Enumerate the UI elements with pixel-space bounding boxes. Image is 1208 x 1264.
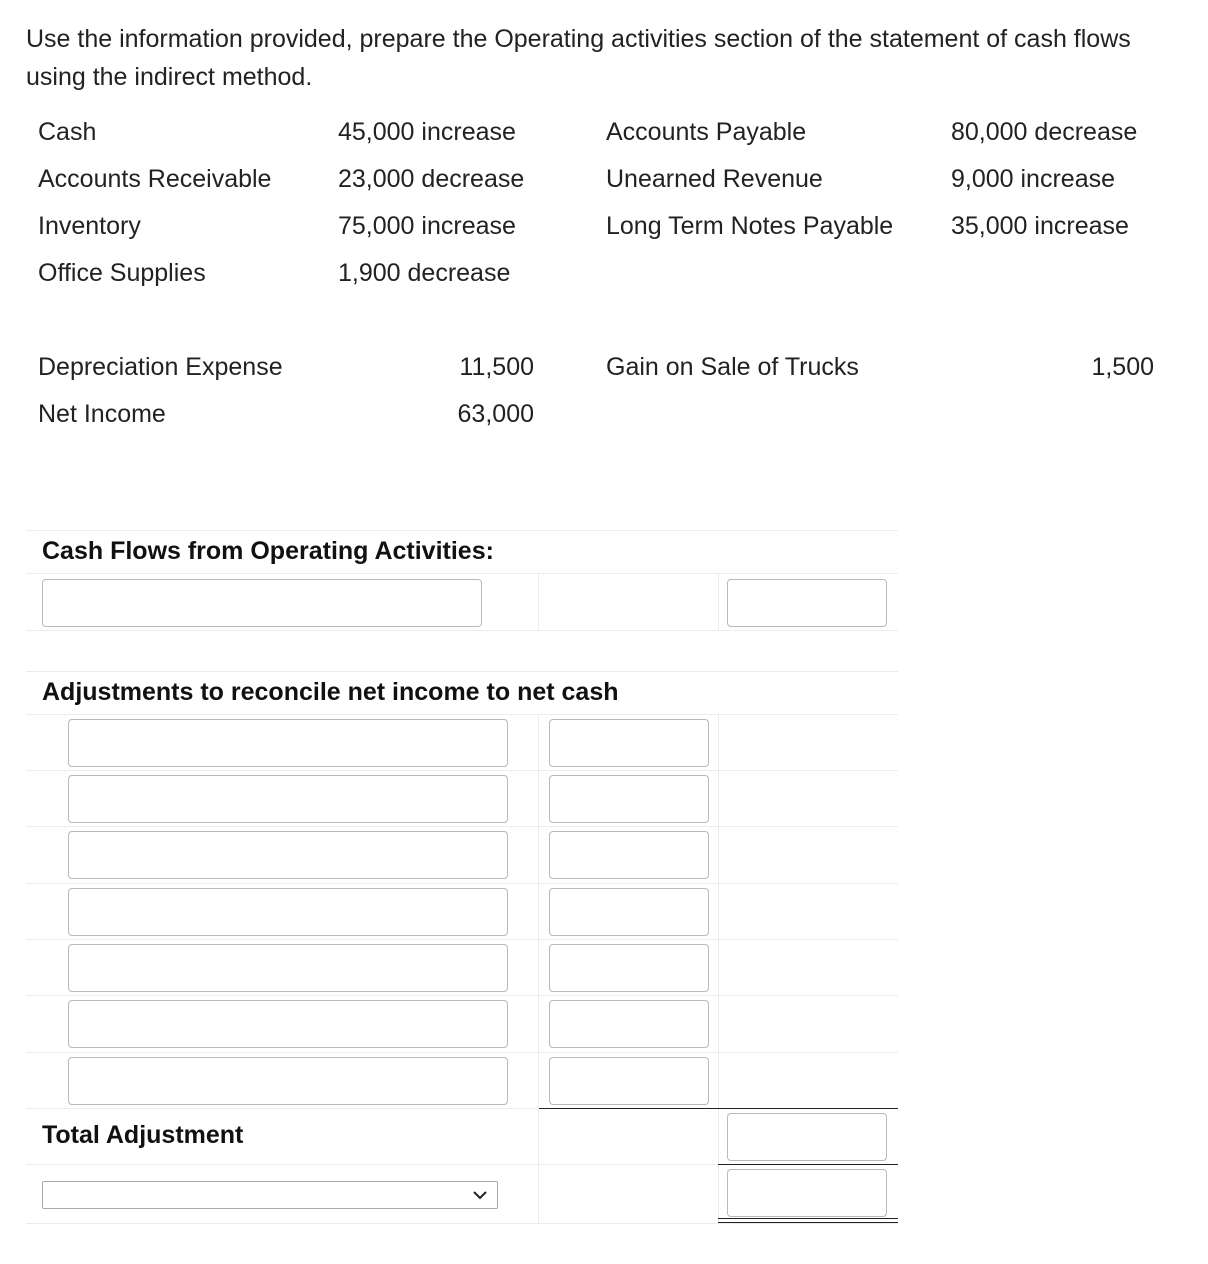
- gain-value: 1,500: [1091, 353, 1154, 381]
- form-heading-row: [26, 530, 898, 574]
- adjustment-row: [26, 714, 898, 771]
- change-label: Cash: [38, 118, 97, 146]
- change-value: 35,000 increase: [951, 212, 1129, 240]
- first-line-row: [26, 573, 898, 631]
- income-row: [38, 396, 1178, 432]
- cell-divider: [538, 827, 539, 884]
- change-row: [38, 114, 1178, 150]
- adjustment-row: [26, 1052, 898, 1109]
- adjustment-label-input[interactable]: [68, 775, 508, 823]
- total-adjustment-label: Total Adjustment: [42, 1121, 244, 1149]
- adjustment-amount-input[interactable]: [549, 719, 709, 767]
- cell-divider: [538, 1109, 539, 1165]
- change-value: 23,000 decrease: [338, 165, 525, 193]
- depreciation-value: 11,500: [459, 353, 534, 381]
- cell-divider: [718, 884, 719, 940]
- gain-label: Gain on Sale of Trucks: [606, 353, 859, 381]
- section-heading: Cash Flows from Operating Activities:: [42, 537, 494, 565]
- adjustment-amount-input[interactable]: [549, 1000, 709, 1048]
- cell-divider: [538, 715, 539, 771]
- cell-divider: [718, 827, 719, 884]
- adjustments-heading-row: [26, 671, 898, 715]
- change-value: 9,000 increase: [951, 165, 1116, 193]
- total-rule: [718, 1164, 898, 1165]
- change-label: Accounts Receivable: [38, 165, 272, 193]
- operating-activities-form: [26, 530, 898, 1222]
- adjustment-row: [26, 995, 898, 1053]
- cell-divider: [538, 940, 539, 996]
- change-value: 1,900 decrease: [338, 259, 511, 287]
- adjustment-row: [26, 883, 898, 940]
- change-label: Accounts Payable: [606, 118, 807, 146]
- cell-divider: [538, 1053, 539, 1109]
- income-row: [38, 349, 1178, 385]
- cell-divider: [538, 771, 539, 827]
- double-rule-bottom: [718, 1222, 898, 1223]
- adjustment-amount-input[interactable]: [549, 775, 709, 823]
- first-line-amount-input[interactable]: [727, 579, 887, 627]
- double-rule-top: [718, 1218, 898, 1219]
- cell-divider: [538, 1165, 539, 1223]
- change-row: [38, 161, 1178, 197]
- adjustment-amount-input[interactable]: [549, 831, 709, 879]
- total-adjustment-input[interactable]: [727, 1113, 887, 1161]
- adjustments-heading: Adjustments to reconcile net income to net cash: [42, 678, 619, 706]
- cell-divider: [718, 1109, 719, 1165]
- change-value: 80,000 decrease: [951, 118, 1138, 146]
- cell-divider: [718, 771, 719, 827]
- adjustment-amount-input[interactable]: [549, 944, 709, 992]
- cell-divider: [538, 996, 539, 1053]
- net-income-value: 63,000: [457, 400, 534, 428]
- cell-divider: [718, 1053, 719, 1109]
- adjustment-label-input[interactable]: [68, 888, 508, 936]
- net-cash-amount-input[interactable]: [727, 1169, 887, 1217]
- adjustment-row: [26, 939, 898, 996]
- adjustment-amount-input[interactable]: [549, 1057, 709, 1105]
- cell-divider: [538, 884, 539, 940]
- adjustment-label-input[interactable]: [68, 719, 508, 767]
- adjustment-label-input[interactable]: [68, 1057, 508, 1105]
- cell-divider: [718, 715, 719, 771]
- change-value: 75,000 increase: [338, 212, 516, 240]
- cell-divider: [718, 1165, 719, 1223]
- adjustment-row: [26, 826, 898, 884]
- cell-divider: [718, 996, 719, 1053]
- adjustment-label-input[interactable]: [68, 831, 508, 879]
- depreciation-label: Depreciation Expense: [38, 353, 283, 381]
- cell-divider: [718, 940, 719, 996]
- adjustment-row: [26, 770, 898, 827]
- net-income-label: Net Income: [38, 400, 166, 428]
- change-label: Office Supplies: [38, 259, 206, 287]
- net-cash-select[interactable]: [42, 1181, 498, 1209]
- adjustment-label-input[interactable]: [68, 1000, 508, 1048]
- cell-divider: [538, 574, 719, 631]
- question-text: Use the information provided, prepare the Operating activities section of the statement of cash flows using the indirect method.: [26, 25, 1131, 91]
- net-cash-row: [26, 1164, 898, 1224]
- adjustment-label-input[interactable]: [68, 944, 508, 992]
- first-line-input[interactable]: [42, 579, 482, 627]
- change-row: [38, 208, 1178, 244]
- spacer-row: [26, 630, 898, 672]
- change-label: Inventory: [38, 212, 141, 240]
- adjustment-amount-input[interactable]: [549, 888, 709, 936]
- total-adjustment-row: [26, 1108, 898, 1165]
- change-label: Long Term Notes Payable: [606, 212, 894, 240]
- change-label: Unearned Revenue: [606, 165, 823, 193]
- chevron-down-icon: [471, 1186, 489, 1204]
- change-row: [38, 255, 1178, 291]
- change-value: 45,000 increase: [338, 118, 516, 146]
